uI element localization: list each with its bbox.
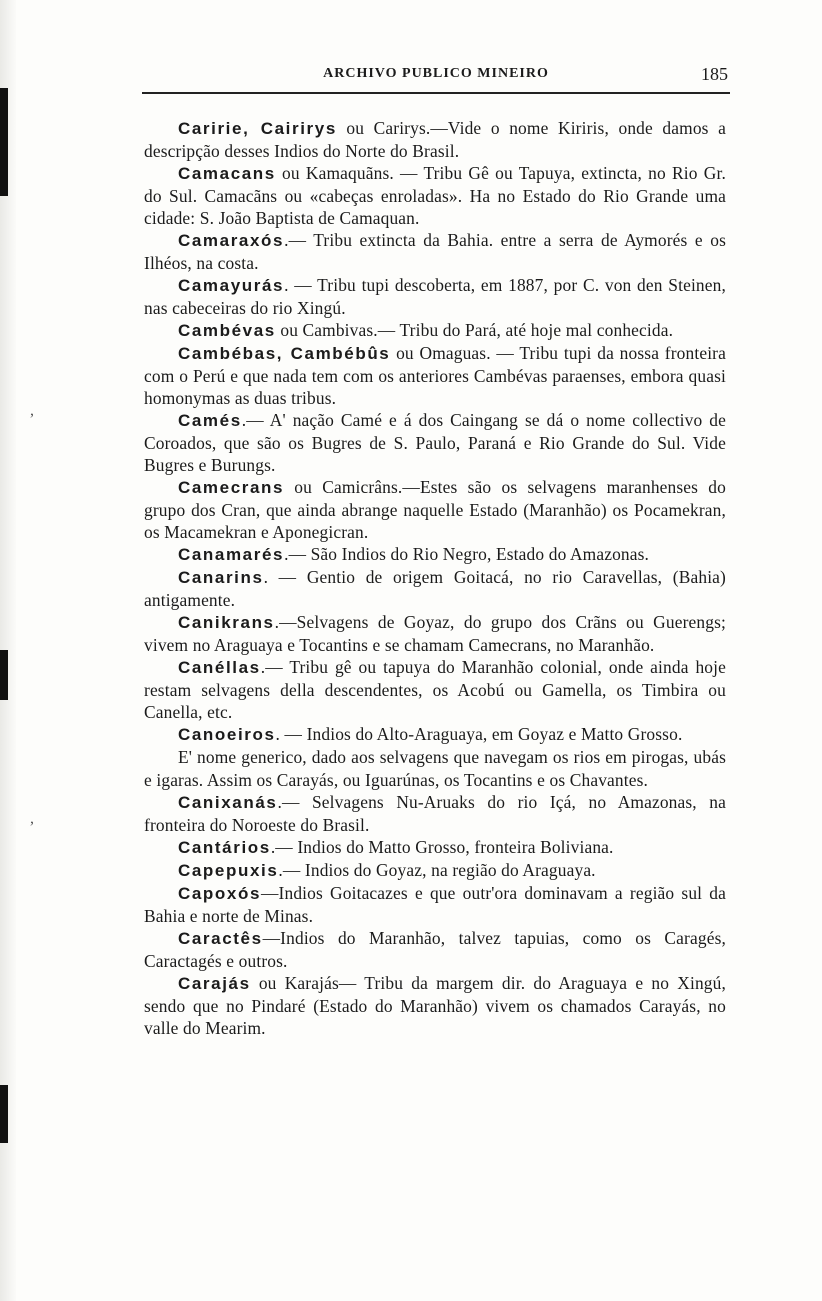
entry-body: .—Selvagens de Goyaz, do grupo dos Crãns ou Guerengs; vivem no Araguaya e Tocantins e se chamam Camecrans, no Maranhão. — [144, 612, 726, 655]
entry-headword: Cantários — [178, 838, 271, 857]
entry-body: .— Indios do Matto Grosso, fronteira Boliviana. — [270, 837, 614, 857]
entry — [144, 972, 726, 1039]
stray-mark: , — [30, 810, 34, 827]
entry-headword: Caractês — [178, 929, 263, 948]
binding-mark-top — [0, 88, 8, 196]
entry-body: .— Selvagens Nu-Aruaks do rio Içá, no Amazonas, na fronteira do Noroeste do Brasil. — [144, 792, 726, 835]
entry — [144, 162, 726, 229]
entry-body: . — Indios do Alto-Araguaya, em Goyaz e Matto Grosso. — [275, 724, 683, 744]
entry-headword: Capoxós — [178, 884, 261, 903]
entry-headword: Canoeiros — [178, 725, 276, 744]
entry — [144, 859, 726, 882]
entry-body: ou Kamaquãns. — Tribu Gê ou Tapuya, extincta, no Rio Gr. do Sul. Camacãns ou «cabeças enroladas». Ha no Estado do Rio Grande uma cidade: S. João Baptista de Camaquan. — [144, 163, 726, 228]
entry — [144, 723, 726, 746]
entry-headword: Cambévas — [178, 321, 276, 340]
entry-headword: Canamarés — [178, 545, 285, 564]
entry — [144, 409, 726, 476]
dictionary-text — [144, 117, 726, 1039]
entry-body: . — Tribu tupi descoberta, em 1887, por C. von den Steinen, nas cabeceiras do rio Xingú. — [144, 275, 726, 318]
entry — [144, 927, 726, 972]
entry-headword: Camayurás — [178, 276, 285, 295]
entry-body: —Indios Goitacazes e que outr'ora dominavam a região sul da Bahia e norte de Minas. — [144, 883, 726, 926]
entry-body: —Indios do Maranhão, talvez tapuias, como os Caragés, Caractagés e outros. — [144, 928, 726, 971]
entry-headword: Canixanás — [178, 793, 278, 812]
entry — [144, 229, 726, 274]
entry-body: .— A' nação Camé e á dos Caingang se dá o nome collectivo de Coroados, que são os Bugres de S. Paulo, Paraná e Rio Grande do Sul. Vide Bugres e Burungs. — [144, 410, 726, 475]
entry-body: . — Gentio de origem Goitacá, no rio Caravellas, (Bahia) antigamente. — [144, 567, 726, 610]
entry — [144, 566, 726, 611]
entry-body: .— São Indios do Rio Negro, Estado do Amazonas. — [284, 544, 650, 564]
entry-body: .— Tribu gê ou tapuya do Maranhão colonial, onde ainda hoje restam selvagens della descendentes, os Acobú ou Gamella, os Timbira ou Canella, etc. — [144, 657, 726, 722]
entry — [144, 476, 726, 543]
entry-headword: Canikrans — [178, 613, 275, 632]
entry — [144, 791, 726, 836]
entry-body: ou Carirys.—Vide o nome Kiriris, onde damos a descripção desses Indios do Norte do Brasil. — [144, 118, 726, 161]
entry-body: .— Tribu extincta da Bahia. entre a serra de Aymorés e os Ilhéos, na costa. — [144, 230, 726, 273]
entry-headword: Camacans — [178, 164, 276, 183]
entry-headword: Camés — [178, 411, 242, 430]
entry-body: E' nome generico, dado aos selvagens que navegam os rios em pirogas, ubás e igaras. Assim os Carayás, ou Iguarúnas, os Tocantins e os Chavantes. — [144, 747, 726, 790]
page-number: 185 — [701, 64, 728, 84]
entry — [144, 274, 726, 319]
entry — [144, 543, 726, 566]
entry — [144, 319, 726, 342]
entry-headword: Cambébas, Cambébûs — [178, 344, 391, 363]
entry — [144, 882, 726, 927]
entry — [144, 342, 726, 409]
page-header — [142, 66, 730, 94]
entry-headword: Carajás — [178, 974, 251, 993]
stray-mark: , — [30, 402, 34, 419]
entry — [144, 117, 726, 162]
entry-headword: Caririe, Cairirys — [178, 119, 337, 138]
entry-body: .— Indios do Goyaz, na região do Araguaya. — [278, 860, 596, 880]
entry — [144, 656, 726, 723]
entry-headword: Capepuxis — [178, 861, 279, 880]
entry-body: ou Omaguas. — Tribu tupi da nossa fronteira com o Perú e que nada tem com os anteriores Cambévas paraenses, embora quasi homonymas as duas tribus. — [144, 343, 726, 408]
entry-body: ou Karajás— Tribu da margem dir. do Araguaya e no Xingú, sendo que no Pindaré (Estado do Maranhão) vivem os chamados Carayás, no valle do Mearim. — [144, 973, 726, 1038]
entry-headword: Camaraxós — [178, 231, 285, 250]
entry-headword: Camecrans — [178, 478, 285, 497]
entry-body: ou Camicrâns.—Estes são os selvagens maranhenses do grupo dos Cran, que ainda abrange naquelle Estado (Maranhão) os Pocamekran, os Macamekran e Aponegicran. — [144, 477, 726, 542]
entry — [144, 836, 726, 859]
entry-continuation — [144, 746, 726, 791]
binding-mark-bottom — [0, 1085, 8, 1143]
binding-mark-middle — [0, 650, 8, 700]
entry-body: ou Cambivas.— Tribu do Pará, até hoje mal conhecida. — [275, 320, 674, 340]
running-title: ARCHIVO PUBLICO MINEIRO — [323, 66, 549, 81]
entry — [144, 611, 726, 656]
entry-headword: Canéllas — [178, 658, 261, 677]
entry-headword: Canarins — [178, 568, 264, 587]
